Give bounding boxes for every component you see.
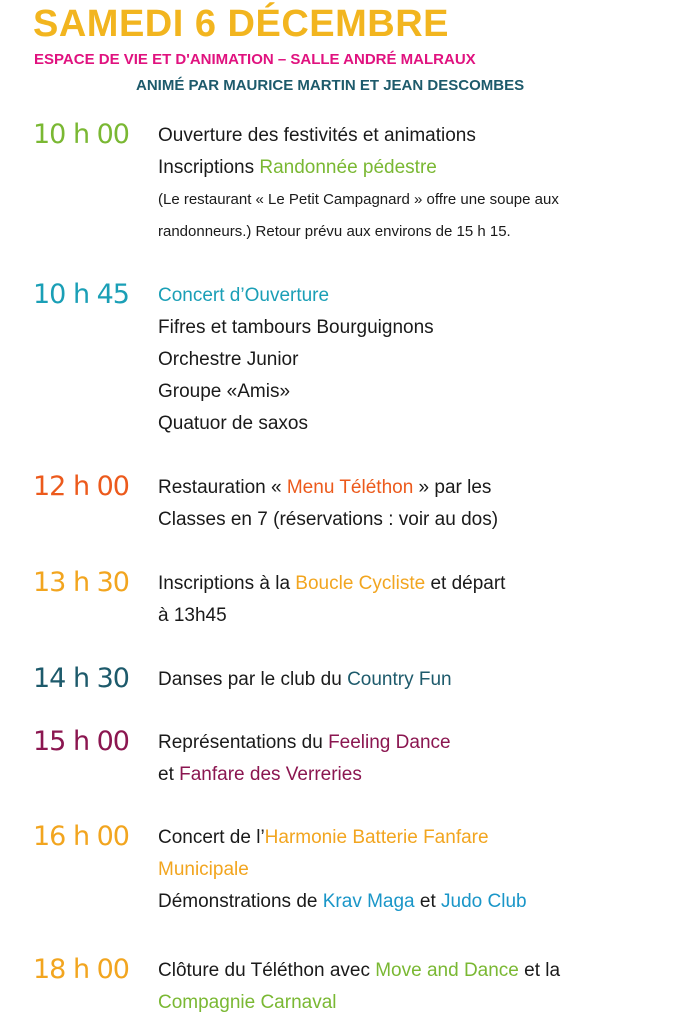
description-line [158, 472, 678, 504]
description-line: Municipale [158, 859, 249, 880]
highlight-text: Move and Dance [375, 960, 519, 981]
description-line: randonneurs.) Retour prévu aux environs de 15 h 15. [158, 223, 511, 240]
highlight-text: Boucle Cycliste [295, 573, 426, 594]
description-line: Orchestre Junior [158, 349, 299, 370]
description-line: (Le restaurant « Le Petit Campagnard » offre une soupe aux [158, 191, 559, 208]
time-label: 15 h 00 [33, 726, 129, 757]
description-line [158, 955, 678, 987]
text: » par les [413, 477, 492, 498]
text: et la [518, 960, 561, 981]
description-line: à 13h45 [158, 605, 227, 626]
text: Démonstrations de [158, 891, 323, 912]
entry-description [158, 664, 678, 696]
description-line [158, 568, 678, 600]
text: Ouverture des festivités et animations [158, 125, 476, 146]
text: Danses par le club du [158, 669, 348, 690]
text: Inscriptions à la [158, 573, 296, 594]
description-line: Fifres et tambours Bourguignons [158, 317, 434, 338]
entry-description [158, 727, 678, 791]
description-line [158, 886, 678, 918]
entry-description [158, 955, 678, 1019]
entry-description [158, 472, 678, 536]
hosts-subtitle: ANIMÉ PAR MAURICE MARTIN ET JEAN DESCOMBES [136, 77, 525, 94]
time-label: 10 h 45 [33, 279, 129, 310]
description-line [158, 759, 678, 791]
description-line [158, 822, 678, 854]
text: et [414, 891, 442, 912]
description-line: Compagnie Carnaval [158, 992, 337, 1013]
text: Restauration « [158, 477, 287, 498]
highlight-text: Menu Téléthon [286, 477, 414, 498]
page-title: SAMEDI 6 DÉCEMBRE [33, 3, 449, 45]
text: et [158, 764, 180, 785]
entry-description [158, 568, 678, 632]
time-label: 10 h 00 [33, 119, 129, 150]
time-label: 14 h 30 [33, 663, 129, 694]
entry-description [158, 120, 678, 248]
description-line: Classes en 7 (réservations : voir au dos) [158, 509, 499, 530]
text: Concert de l’ [158, 827, 265, 848]
highlight-text: Harmonie Batterie Fanfare [264, 827, 489, 848]
description-line: Concert d’Ouverture [158, 285, 330, 306]
highlight-text: Fanfare des Verreries [179, 764, 362, 785]
highlight-text: Country Fun [347, 669, 452, 690]
time-label: 13 h 30 [33, 567, 129, 598]
entry-description [158, 280, 678, 440]
description-line [158, 120, 678, 152]
text: Clôture du Téléthon avec [158, 960, 376, 981]
description-line [158, 664, 678, 696]
text: Représentations du [158, 732, 329, 753]
description-line [158, 727, 678, 759]
location-subtitle: ESPACE DE VIE ET D'ANIMATION – SALLE ANDRÉ MALRAUX [34, 51, 476, 68]
highlight-text: Krav Maga [322, 891, 415, 912]
entry-description [158, 822, 678, 918]
highlight-text: Feeling Dance [328, 732, 451, 753]
text: et départ [425, 573, 506, 594]
description-line [158, 152, 678, 184]
time-label: 18 h 00 [33, 954, 129, 985]
highlight-text: Randonnée pédestre [259, 157, 437, 178]
time-label: 12 h 00 [33, 471, 129, 502]
highlight-text: Judo Club [441, 891, 527, 912]
time-label: 16 h 00 [33, 821, 129, 852]
description-line: Quatuor de saxos [158, 413, 308, 434]
description-line: Groupe «Amis» [158, 381, 291, 402]
text: Inscriptions [158, 157, 260, 178]
